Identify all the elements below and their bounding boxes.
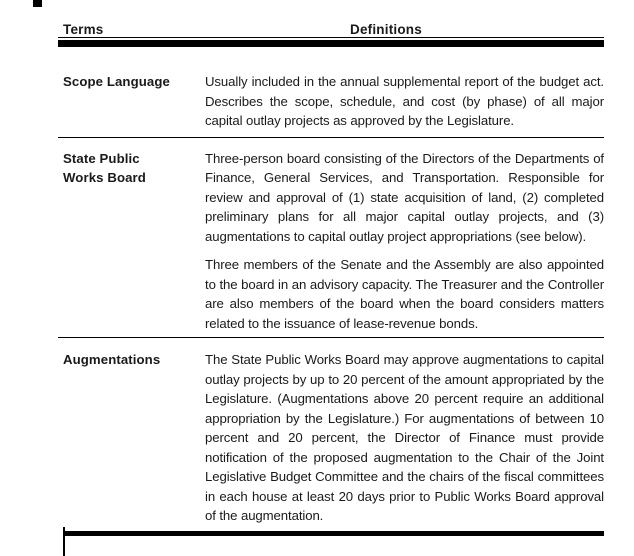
table-row-state-public-works-board	[58, 137, 604, 338]
header-rule-thick	[58, 40, 604, 47]
definition-cell	[205, 72, 604, 131]
definition-paragraph: The State Public Works Board may approve augmentations to capital outlay projects by up to 20 percent of the amount appropriated by the Legislature. (Augmentations above 20 percent require an additional appropriation by the Legislature.) For augmentations of between 10 percent and 20 percent, the Director of Finance must provide notification of the proposed augmentation to the Chair of the Joint Legislative Budget Committee and the chairs of the fiscal committees in each house at least 20 days prior to Public Works Board approval of the augmentation.	[205, 352, 604, 523]
definition-paragraph: Usually included in the annual supplemental report of the budget act. Describes the scope, schedule, and cost (by phase) of all major capital outlay projects as approved by the Legislature.	[205, 74, 604, 128]
term-label	[58, 72, 205, 131]
definition-paragraph: Three members of the Senate and the Assembly are also appointed to the board in an advisory capacity. The Treasurer and the Controller are also members of the board when the board considers matters related to the issuance of lease-revenue bonds.	[205, 257, 604, 331]
term-label	[58, 350, 205, 526]
term-text: Scope Language	[63, 74, 170, 89]
term-text: State Public Works Board	[63, 150, 146, 185]
definition-paragraph: Three-person board consisting of the Directors of the Departments of Finance, General Services, and Transportation. Responsible for review and approval of (1) state acquisition of land, (2) completed preliminary plans for all major capital outlay projects, and (3) augmentations to capital outlay project appropriations (see below).	[205, 150, 604, 244]
term-label	[58, 149, 205, 334]
next-figure-top-rule	[64, 531, 604, 536]
definition-cell	[205, 149, 604, 334]
definition-cell	[205, 350, 604, 526]
table-row-scope-language	[58, 47, 604, 137]
table-row-augmentations	[58, 337, 604, 532]
definitions-column-header: Definitions	[350, 22, 422, 37]
definitions-table	[58, 47, 604, 532]
terms-column-header: Terms	[63, 22, 104, 37]
next-figure-left-border	[63, 527, 65, 556]
term-text: Augmentations	[63, 352, 161, 367]
scan-artifact-mark	[33, 0, 42, 7]
header-rule-thin	[58, 37, 604, 38]
